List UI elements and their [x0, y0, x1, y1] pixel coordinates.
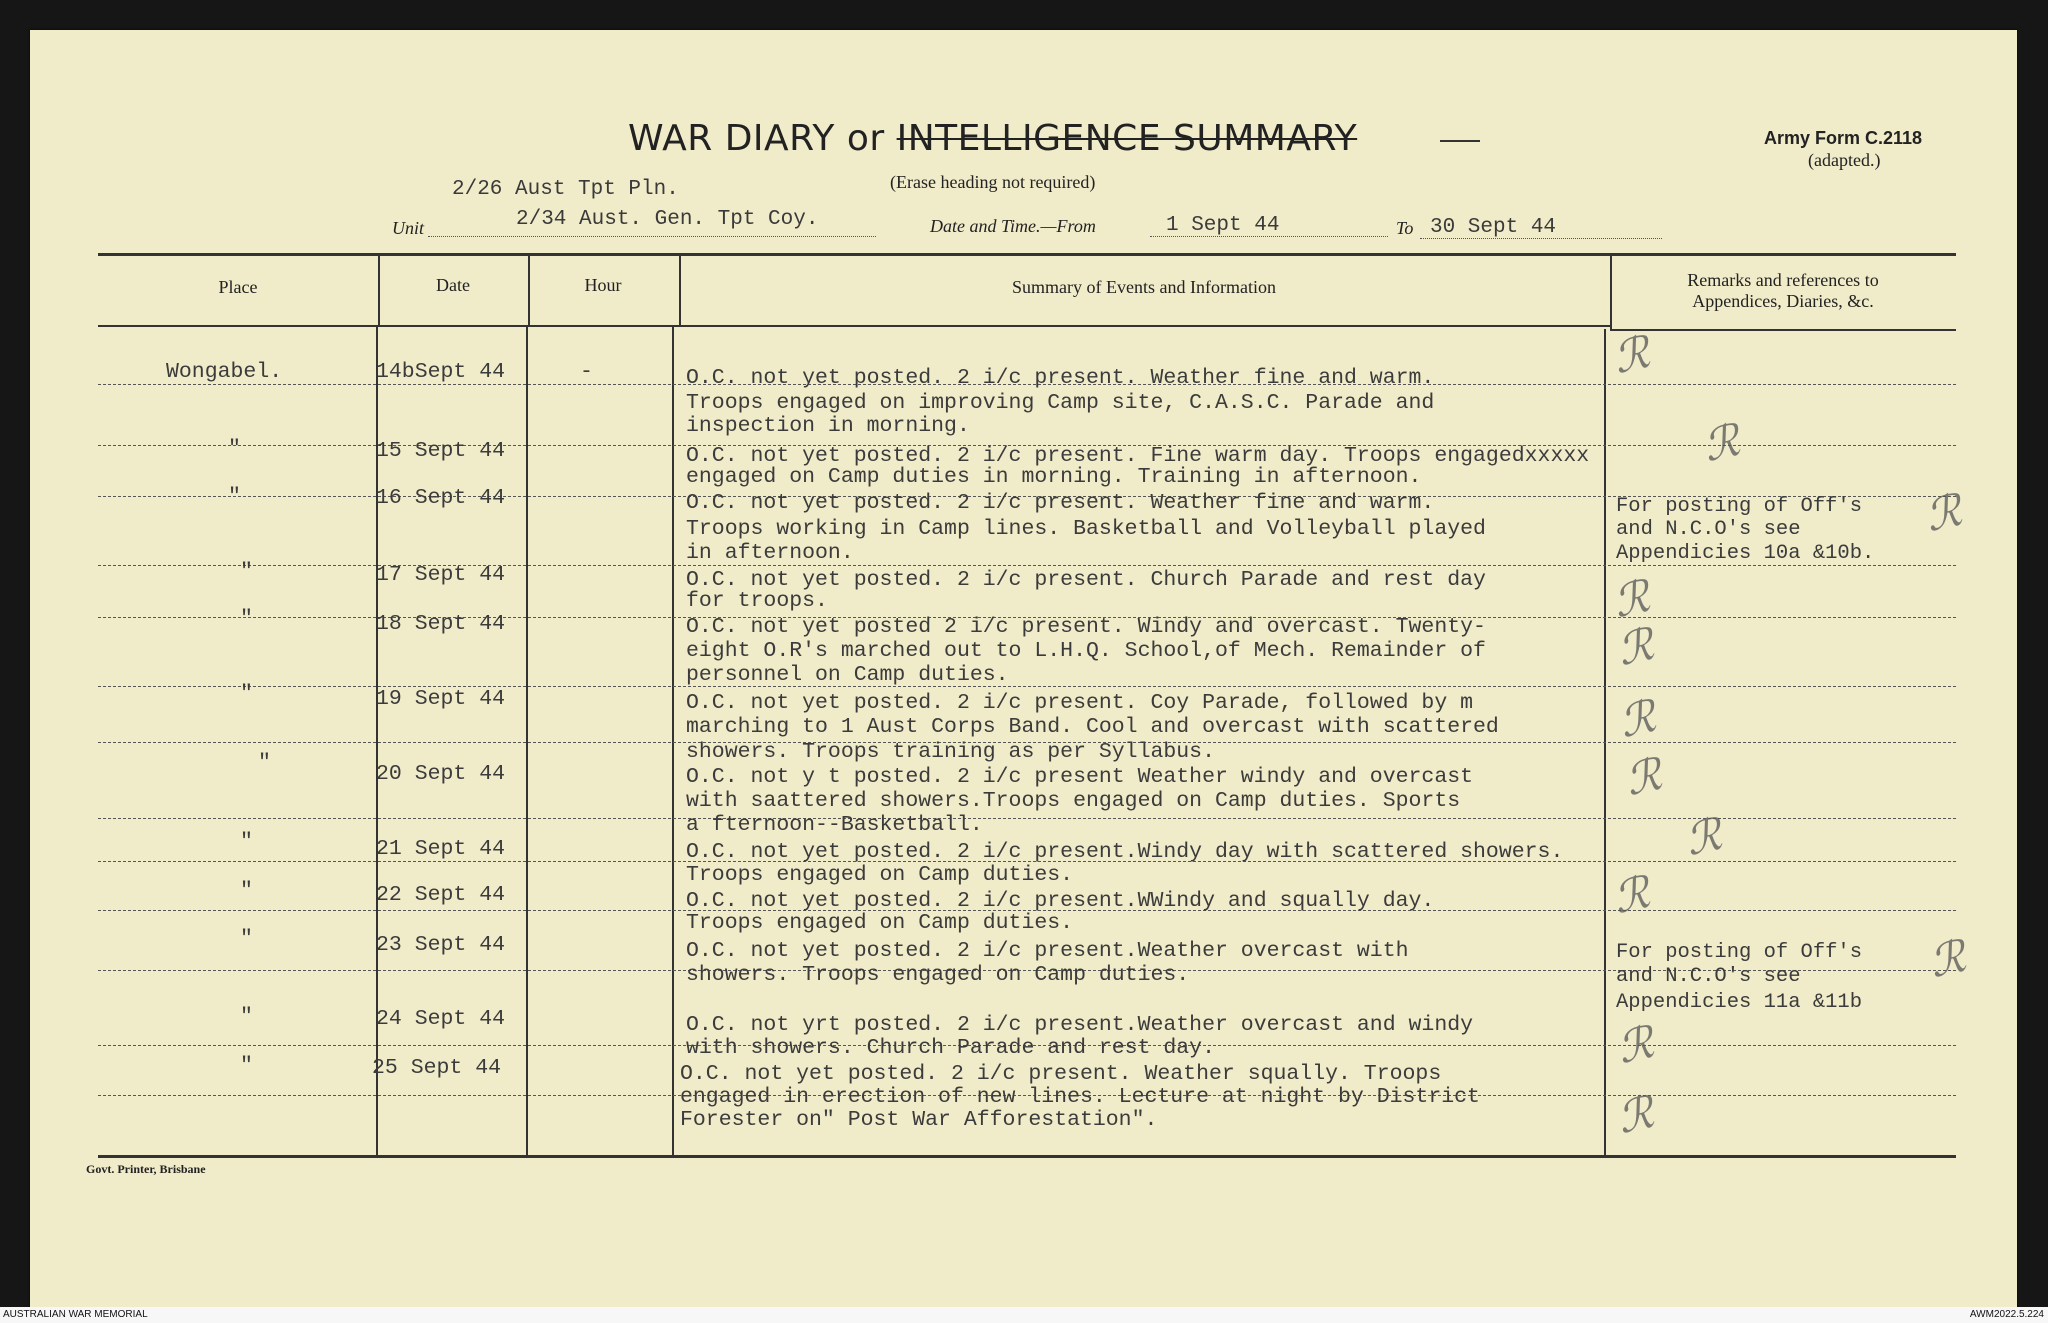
- row-place: ": [240, 927, 253, 951]
- row-place: ": [240, 607, 253, 631]
- table-bottom-rule: [98, 1155, 1956, 1158]
- summary-line: Troops engaged on improving Camp site, C.A.S.C. Parade and: [686, 391, 1435, 415]
- row-place: ": [228, 485, 241, 509]
- handwritten-initial-mark: ℛ: [1615, 690, 1661, 749]
- summary-line: O.C. not yet posted. 2 i/c present. Coy Parade, followed by m: [686, 691, 1474, 715]
- row-place: ": [228, 437, 241, 461]
- archive-reference: AWM2022.5.224: [1969, 1309, 2044, 1320]
- handwritten-initial-mark: ℛ: [1621, 748, 1667, 807]
- row-separator: [98, 818, 1956, 819]
- unit-line-2: 2/34 Aust. Gen. Tpt Coy.: [516, 208, 819, 231]
- handwritten-initial-mark: ℛ: [1613, 1016, 1659, 1075]
- remarks-line: and N.C.O's see: [1616, 518, 1801, 541]
- printer-imprint: Govt. Printer, Brisbane: [86, 1162, 206, 1176]
- summary-line: showers. Troops engaged on Camp duties.: [686, 963, 1190, 987]
- date-time-label: Date and Time.—From: [930, 216, 1096, 236]
- handwritten-initial-mark: ℛ: [1609, 570, 1655, 629]
- summary-line: with showers. Church Parade and rest day.: [686, 1036, 1215, 1060]
- title-intelligence-summary: INTELLIGENCE SUMMARY: [896, 118, 1358, 159]
- summary-line: O.C. not yet posted 2 i/c present. Windy and overcast. Twenty-: [686, 615, 1486, 639]
- col-header-summary: Summary of Events and Information: [1012, 277, 1276, 297]
- title-strike-extension: [1440, 140, 1480, 142]
- row-place: ": [240, 1005, 253, 1029]
- summary-line: a fternoon--Basketball.: [686, 813, 983, 837]
- row-place: ": [240, 1054, 253, 1078]
- row-place: ": [240, 879, 253, 903]
- handwritten-initial-mark: ℛ: [1613, 618, 1659, 677]
- title-war-diary: WAR DIARY or: [628, 118, 897, 159]
- row-date: 17 Sept 44: [376, 563, 506, 587]
- handwritten-initial-mark: ℛ: [1609, 866, 1655, 925]
- col-header-remarks-1: Remarks and references to: [1687, 270, 1879, 290]
- summary-line: O.C. not yet posted. 2 i/c present. Weather squally. Troops: [680, 1062, 1442, 1086]
- unit-label: Unit: [392, 218, 425, 238]
- col-divider-hour: [672, 327, 674, 1155]
- archive-footer: [0, 1307, 2048, 1323]
- adapted-note: (adapted.): [1808, 150, 1881, 170]
- remarks-line: Appendicies 10a &10b.: [1616, 542, 1875, 565]
- page-title: [628, 118, 1357, 159]
- row-place: Wongabel.: [166, 360, 283, 384]
- summary-line: showers. Troops training as per Syllabus.: [686, 740, 1215, 764]
- summary-line: Troops engaged on Camp duties.: [686, 911, 1074, 935]
- summary-line: O.C. not y t posted. 2 i/c present Weather windy and overcast: [686, 765, 1474, 789]
- summary-line: personnel on Camp duties.: [686, 663, 1009, 687]
- remarks-line: Appendicies 11a &11b: [1616, 991, 1863, 1014]
- summary-line: with saattered showers.Troops engaged on Camp duties. Sports: [686, 789, 1461, 813]
- row-place: ": [258, 751, 271, 775]
- summary-line: O.C. not yet posted. 2 i/c present. Fine warm day. Troops engagedxxxxx: [686, 444, 1590, 468]
- summary-line: O.C. not yet posted. 2 i/c present.WWindy and squally day.: [686, 889, 1435, 913]
- army-form-number: Army Form C.2118: [1764, 128, 1923, 148]
- header-bottom-rule-remarks: [1610, 329, 1956, 331]
- row-date: 23 Sept 44: [376, 933, 506, 957]
- handwritten-initial-mark: ℛ: [1699, 414, 1745, 473]
- row-date: 16 Sept 44: [376, 486, 506, 510]
- row-place: ": [240, 830, 253, 854]
- handwritten-initial-mark: ℛ: [1921, 484, 1967, 543]
- row-date: 14bSept 44: [376, 360, 506, 384]
- archive-name: AUSTRALIAN WAR MEMORIAL: [3, 1309, 148, 1320]
- remarks-line: For posting of Off's: [1616, 941, 1863, 964]
- header-bottom-rule: [98, 325, 1610, 327]
- remarks-line: and N.C.O's see: [1616, 965, 1801, 988]
- row-date: 21 Sept 44: [376, 837, 506, 861]
- row-date: 20 Sept 44: [376, 762, 506, 786]
- summary-line: O.C. not yet posted. 2 i/c present.Weather overcast with: [686, 939, 1409, 963]
- row-date: 22 Sept 44: [376, 883, 506, 907]
- col-header-hour: Hour: [584, 275, 622, 295]
- summary-line: eight O.R's marched out to L.H.Q. School,of Mech. Remainder of: [686, 639, 1486, 663]
- to-label: To: [1396, 218, 1414, 238]
- summary-line: inspection in morning.: [686, 414, 970, 438]
- row-date: 18 Sept 44: [376, 612, 506, 636]
- col-divider-date: [526, 327, 528, 1155]
- summary-line: engaged on Camp duties in morning. Training in afternoon.: [686, 465, 1422, 489]
- col-header-place: Place: [218, 277, 258, 297]
- handwritten-initial-mark: ℛ: [1681, 808, 1727, 867]
- unit-dotted-line: [428, 236, 876, 237]
- unit-line-1: 2/26 Aust Tpt Pln.: [452, 178, 679, 201]
- summary-line: in afternoon.: [686, 541, 854, 565]
- summary-line: Forester on" Post War Afforestation".: [680, 1108, 1158, 1132]
- table-top-rule: [98, 253, 1956, 256]
- row-place: ": [240, 682, 253, 706]
- col-header-date: Date: [436, 275, 470, 295]
- date-from-value: 1 Sept 44: [1166, 214, 1280, 237]
- col-header-remarks-2: Appendices, Diaries, &c.: [1692, 291, 1874, 311]
- summary-line: O.C. not yet posted. 2 i/c present.Windy day with scattered showers.: [686, 840, 1564, 864]
- summary-line: for troops.: [686, 589, 828, 613]
- row-date: 24 Sept 44: [376, 1007, 506, 1031]
- summary-line: O.C. not yrt posted. 2 i/c present.Weather overcast and windy: [686, 1013, 1474, 1037]
- row-date: 25 Sept 44: [372, 1056, 502, 1080]
- row-date: 19 Sept 44: [376, 687, 506, 711]
- date-to-value: 30 Sept 44: [1430, 216, 1557, 239]
- handwritten-initial-mark: ℛ: [1925, 930, 1971, 989]
- row-place: ": [240, 560, 253, 584]
- handwritten-initial-mark: ℛ: [1609, 326, 1655, 385]
- summary-line: Troops engaged on Camp duties.: [686, 863, 1074, 887]
- summary-line: marching to 1 Aust Corps Band. Cool and overcast with scattered: [686, 715, 1499, 739]
- remarks-line: For posting of Off's: [1616, 495, 1863, 518]
- erase-note: (Erase heading not required): [890, 172, 1096, 192]
- row-hour: -: [580, 360, 593, 384]
- summary-line: O.C. not yet posted. 2 i/c present. Weather fine and warm.: [686, 366, 1435, 390]
- row-date: 15 Sept 44: [376, 439, 506, 463]
- summary-line: Troops working in Camp lines. Basketball and Volleyball played: [686, 517, 1486, 541]
- summary-line: O.C. not yet posted. 2 i/c present. Weather fine and warm.: [686, 491, 1435, 515]
- summary-line: engaged in erection of new lines. Lecture at night by District: [680, 1085, 1480, 1109]
- summary-line: O.C. not yet posted. 2 i/c present. Church Parade and rest day: [686, 568, 1486, 592]
- handwritten-initial-mark: ℛ: [1613, 1086, 1659, 1145]
